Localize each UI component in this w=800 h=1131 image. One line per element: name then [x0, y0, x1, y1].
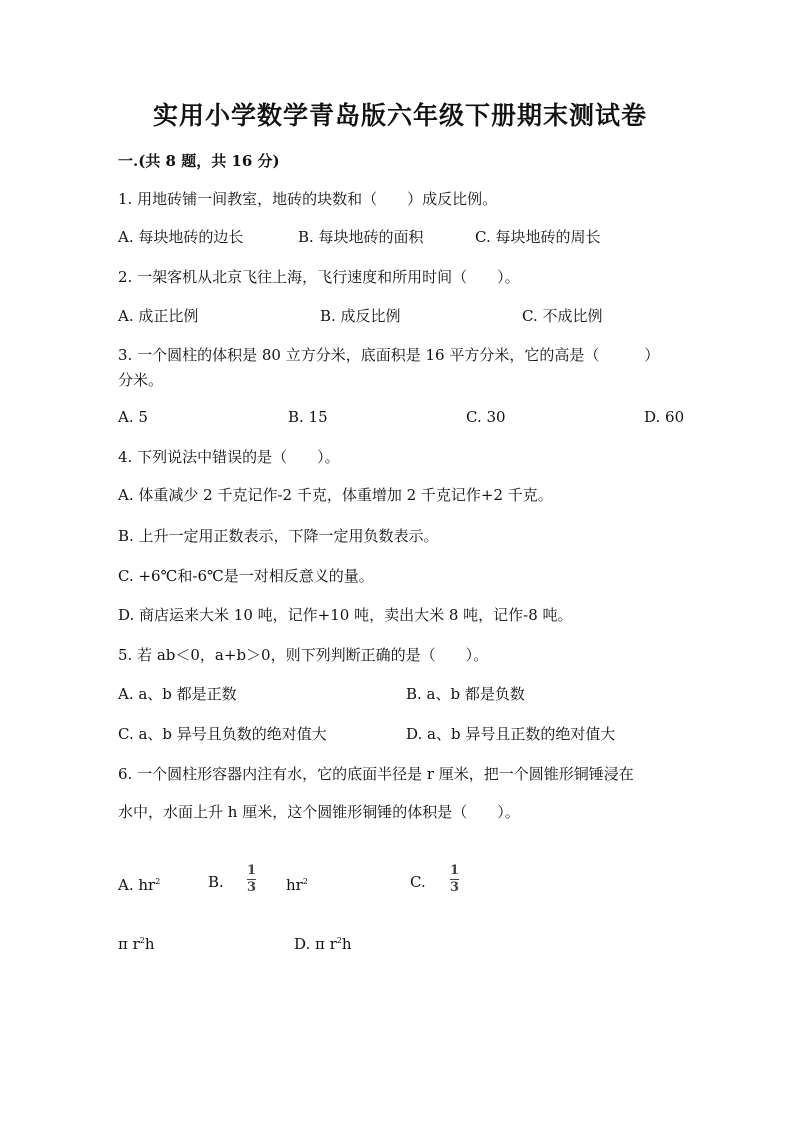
option-a-exponent: 2	[155, 877, 161, 886]
option-b-denominator: 3	[247, 880, 257, 895]
question-3-stem-cont: 分米。	[118, 371, 164, 389]
question-1-option-a[interactable]: A. 每块地砖的边长	[118, 228, 244, 246]
question-6-option-d[interactable]	[294, 930, 352, 955]
question-6-option-a[interactable]	[118, 871, 160, 896]
option-c-numerator: 1	[450, 863, 460, 878]
question-5-option-b[interactable]: B. a、b 都是负数	[406, 685, 525, 703]
question-6-option-c-label[interactable]: C.	[410, 873, 426, 891]
option-b-exponent: 2	[302, 877, 308, 886]
option-d-h: h	[341, 935, 352, 953]
question-3-option-c[interactable]: C. 30	[466, 408, 506, 426]
question-3-option-d[interactable]: D. 60	[644, 408, 685, 426]
option-d-text: D. π r	[294, 935, 337, 953]
question-2-option-b[interactable]: B. 成反比例	[320, 307, 401, 325]
option-c-fraction	[450, 864, 459, 895]
page-title: 实用小学数学青岛版六年级下册期末测试卷	[152, 101, 647, 130]
question-2-option-c[interactable]: C. 不成比例	[522, 307, 603, 325]
question-4-stem: 4. 下列说法中错误的是（ ）。	[118, 448, 340, 466]
question-4-option-c[interactable]: C. +6℃和-6℃是一对相反意义的量。	[118, 567, 374, 585]
question-1-stem: 1. 用地砖铺一间教室，地砖的块数和（ ）成反比例。	[118, 190, 498, 208]
option-b-text	[286, 871, 308, 896]
question-6-stem: 6. 一个圆柱形容器内注有水，它的底面半径是 r 厘米，把一个圆锥形铜锤浸在	[118, 765, 634, 783]
option-b-hr: hr	[286, 876, 303, 894]
question-2-option-a[interactable]: A. 成正比例	[118, 307, 199, 325]
question-2-stem: 2. 一架客机从北京飞往上海，飞行速度和所用时间（ ）。	[118, 268, 520, 286]
option-b-numerator: 1	[247, 863, 257, 878]
question-5-option-a[interactable]: A. a、b 都是正数	[118, 685, 237, 703]
option-c-exponent: 2	[139, 936, 145, 945]
question-6-option-b-label[interactable]: B.	[208, 873, 224, 891]
option-d-exponent: 2	[336, 936, 342, 945]
question-5-option-d[interactable]: D. a、b 异号且正数的绝对值大	[406, 725, 616, 743]
question-4-option-d[interactable]: D. 商店运来大米 10 吨，记作+10 吨，卖出大米 8 吨，记作-8 吨。	[118, 606, 573, 624]
question-4-option-a[interactable]: A. 体重减少 2 千克记作-2 千克，体重增加 2 千克记作+2 千克。	[118, 486, 553, 504]
question-3-option-a[interactable]: A. 5	[118, 408, 148, 426]
option-b-fraction	[247, 864, 256, 895]
option-c-denominator: 3	[450, 880, 460, 895]
question-5-stem: 5. 若 ab＜0，a+b＞0，则下列判断正确的是（ ）。	[118, 646, 489, 664]
question-5-option-c[interactable]: C. a、b 异号且负数的绝对值大	[118, 725, 327, 743]
option-c-h: h	[144, 935, 155, 953]
section-header: 一.(共 8 题，共 16 分)	[118, 152, 280, 170]
option-a-text: A. hr	[118, 876, 156, 894]
question-1-option-b[interactable]: B. 每块地砖的面积	[298, 228, 424, 246]
question-6-stem-cont: 水中，水面上升 h 厘米，这个圆锥形铜锤的体积是（ ）。	[118, 803, 520, 821]
question-1-option-c[interactable]: C. 每块地砖的周长	[475, 228, 601, 246]
question-3-stem: 3. 一个圆柱的体积是 80 立方分米，底面积是 16 平方分米，它的高是（ ）	[118, 346, 660, 364]
option-c-continuation	[118, 930, 155, 955]
question-4-option-b[interactable]: B. 上升一定用正数表示，下降一定用负数表示。	[118, 527, 439, 545]
question-3-option-b[interactable]: B. 15	[288, 408, 328, 426]
option-c-pi-r: π r	[118, 935, 140, 953]
